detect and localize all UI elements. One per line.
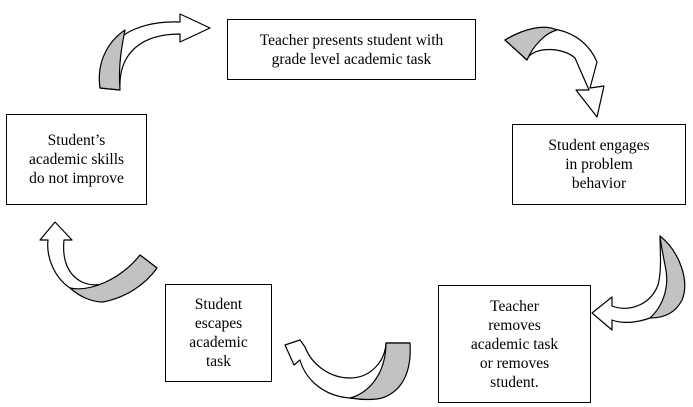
step-teacher-presents-label: Teacher presents student with grade level academic task: [259, 31, 444, 68]
arrow-escape-to-skills: [40, 222, 157, 302]
step-student-engages-label: Student engages in problem behavior: [548, 137, 650, 192]
arrow-skills-to-present: [99, 14, 210, 90]
step-teacher-removes-label: Teacher removes academic task or removes student.: [470, 297, 559, 391]
arrow-remove-to-escape: [285, 340, 410, 400]
step-skills-not-improve-box: [6, 114, 147, 205]
step-student-engages-box: [512, 124, 686, 205]
arrow-engage-to-remove: [592, 236, 685, 330]
step-teacher-removes-box: [438, 285, 591, 403]
arrow-present-to-engage: [505, 27, 604, 117]
step-skills-not-improve-label: Student’s academic skills do not improve: [28, 132, 125, 187]
step-student-escapes-box: [165, 284, 272, 382]
step-teacher-presents-box: [227, 19, 476, 80]
step-student-escapes-label: Student escapes academic task: [189, 296, 248, 370]
